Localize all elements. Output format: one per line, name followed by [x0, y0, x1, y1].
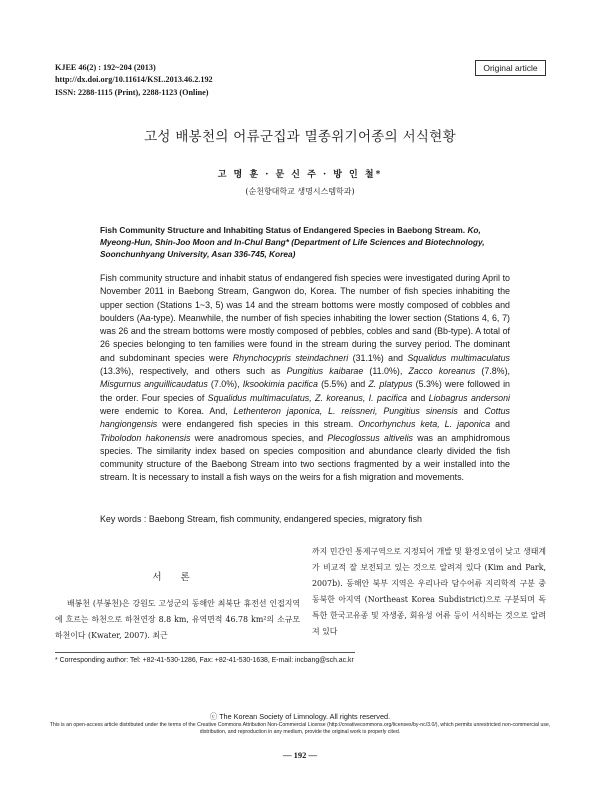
species-name: Tribolodon hakonensis — [100, 432, 191, 443]
species-name: Cottus hangiongensis — [100, 405, 510, 430]
copyright-line: ⓒ The Korean Society of Limnology. All rights reserved. — [209, 712, 391, 721]
korean-affiliation: (순천향대학교 생명시스템학과) — [245, 187, 355, 196]
corresponding-author-footnote: * Corresponding author: Tel: +82-41-530-1286, Fax: +82-41-530-1638, E-mail: incbang@sch.ac.kr — [55, 657, 354, 664]
abstract-text: (7.8%), — [475, 366, 510, 377]
page-number: — 192 — — [283, 750, 317, 760]
intro-left-column: 배봉천 (부봉천)은 강원도 고성군의 동해안 최북단 휴전선 인접지역에 흐르는 하천으로 하천연장 8.8 km, 유역면적 46.78 km²의 소규모 하천이다 (Kwater, 2007). 최근 — [55, 599, 300, 640]
abstract-text: were endemic to Korea. And, — [100, 405, 234, 416]
abstract-text: (11.0%), — [363, 366, 409, 377]
footnote-divider — [55, 652, 355, 653]
korean-authors: 고 명 훈 · 문 신 주 · 방 인 철* — [217, 170, 383, 180]
english-authors: Ko, Myeong-Hun, Shin-Joo Moon and In-Chul Bang* (Department of Life Sciences and Biotechnology, Soonchunhyang University, Asan 336-745, Korea) — [100, 225, 485, 260]
abstract-text: (5.3%) were followed in the order. Four species of — [100, 379, 510, 403]
species-name: Iksookimia pacifica — [242, 379, 318, 390]
keywords: Key words : Baebong Stream, fish community, endangered species, migratory fish — [100, 514, 422, 524]
english-title: Fish Community Structure and Inhabiting Status of Endangered Species in Baebong Stream. — [100, 225, 466, 235]
abstract-text: (31.1%) and — [348, 352, 408, 363]
intro-right-column: 까지 민간인 통제구역으로 지정되어 개발 및 환경오염이 낮고 생태계가 비교적 잘 보전되고 있는 것으로 알려져 있다 (Kim and Park, 2007b). 동해안 북부 지역은 우리나라 담수어류 지리학적 구분 중 동북한 아지역 (Northeast Korea Subdistrict)으로 구분되며 독특한 한국고유종 및 자생종, 회유성 어류 등이 서식하는 것으로 알려져 있다 — [312, 547, 546, 636]
species-name: Oncorhynchus keta, L. japonica — [358, 419, 491, 430]
korean-title: 고성 배봉천의 어류군집과 멸종위기어종의 서식현황 — [144, 129, 456, 145]
abstract-text: (5.5%) and — [317, 379, 369, 390]
abstract-text: was an amphidromous species. The similarity index based on species composition and abundance clearly divided the fish community structure of the Baebong Stream into two sections fragmented by a weir installed into the stream. It is necessary to install a fish ways on the weirs for a fish migration and movements. — [100, 432, 510, 483]
abstract-text: (7.0%), — [207, 379, 243, 390]
species-name: Liobagrus andersoni — [428, 392, 510, 403]
issn-line: ISSN: 2288-1115 (Print), 2288-1123 (Online) — [55, 87, 209, 97]
abstract-text: were endangered fish species in this stream. — [157, 419, 359, 430]
english-title-block — [100, 224, 510, 261]
species-name: Lethenteron japonica, L. reissneri, Pungitius sinensis — [233, 405, 458, 416]
journal-citation: KJEE 46(2) : 192~204 (2013) — [55, 63, 156, 72]
species-name: Squalidus multimaculatus — [407, 352, 510, 363]
species-name: Squalidus multimaculatus, Z. koreanus, I. pacifica — [207, 392, 408, 403]
species-name: Z. platypus — [368, 379, 413, 390]
abstract-text: (13.3%), respectively, and others such as — [100, 366, 287, 377]
species-name: Zacco koreanus — [408, 366, 476, 377]
abstract-text: and — [490, 419, 510, 430]
abstract-text: Fish community structure and inhabit status of endangered fish species were investigated during April to November 2011 in Baebong Stream, Gangwon do, Korea. The number of fish species inhabiting the upper section (Stations 1~3, 5) was 14 and the stream bottoms were mostly composed of cobbles and boulders (Aa-type). Meanwhile, the number of fish species inhabiting the lower section (Stations 4, 6, 7) was 26 and the stream bottoms were mostly composed of pebbles, cobles and sand (Bb-type). A total of 26 species belonging to ten families were found in the stream during the survey period. The dominant and subdominant species were — [100, 273, 510, 363]
abstract-text: and — [407, 392, 429, 403]
species-name: Plecoglossus altivelis — [327, 432, 413, 443]
species-name: Rhynchocypris steindachneri — [232, 352, 349, 363]
species-name: Misgurnus anguillicaudatus — [100, 379, 208, 390]
license-text: This is an open-access article distributed under the terms of the Creative Commons Attribution Non-Commercial License (http://creativecommons.org/licenses/by-nc/3.0/), which permits unrestricted non-commercial use, distribution, and reproduction in any medium, provide the original work is properly cited. — [49, 722, 551, 736]
article-type-badge: Original article — [475, 60, 546, 76]
abstract-text: were anadromous species, and — [190, 432, 328, 443]
journal-header — [55, 62, 213, 99]
doi-link[interactable]: http://dx.doi.org/10.11614/KSL.2013.46.2.192 — [55, 75, 213, 85]
abstract-text: and — [457, 405, 485, 416]
species-name: Pungitius kaibarae — [286, 366, 364, 377]
abstract — [100, 272, 510, 485]
section-heading-introduction: 서 론 — [152, 572, 198, 583]
